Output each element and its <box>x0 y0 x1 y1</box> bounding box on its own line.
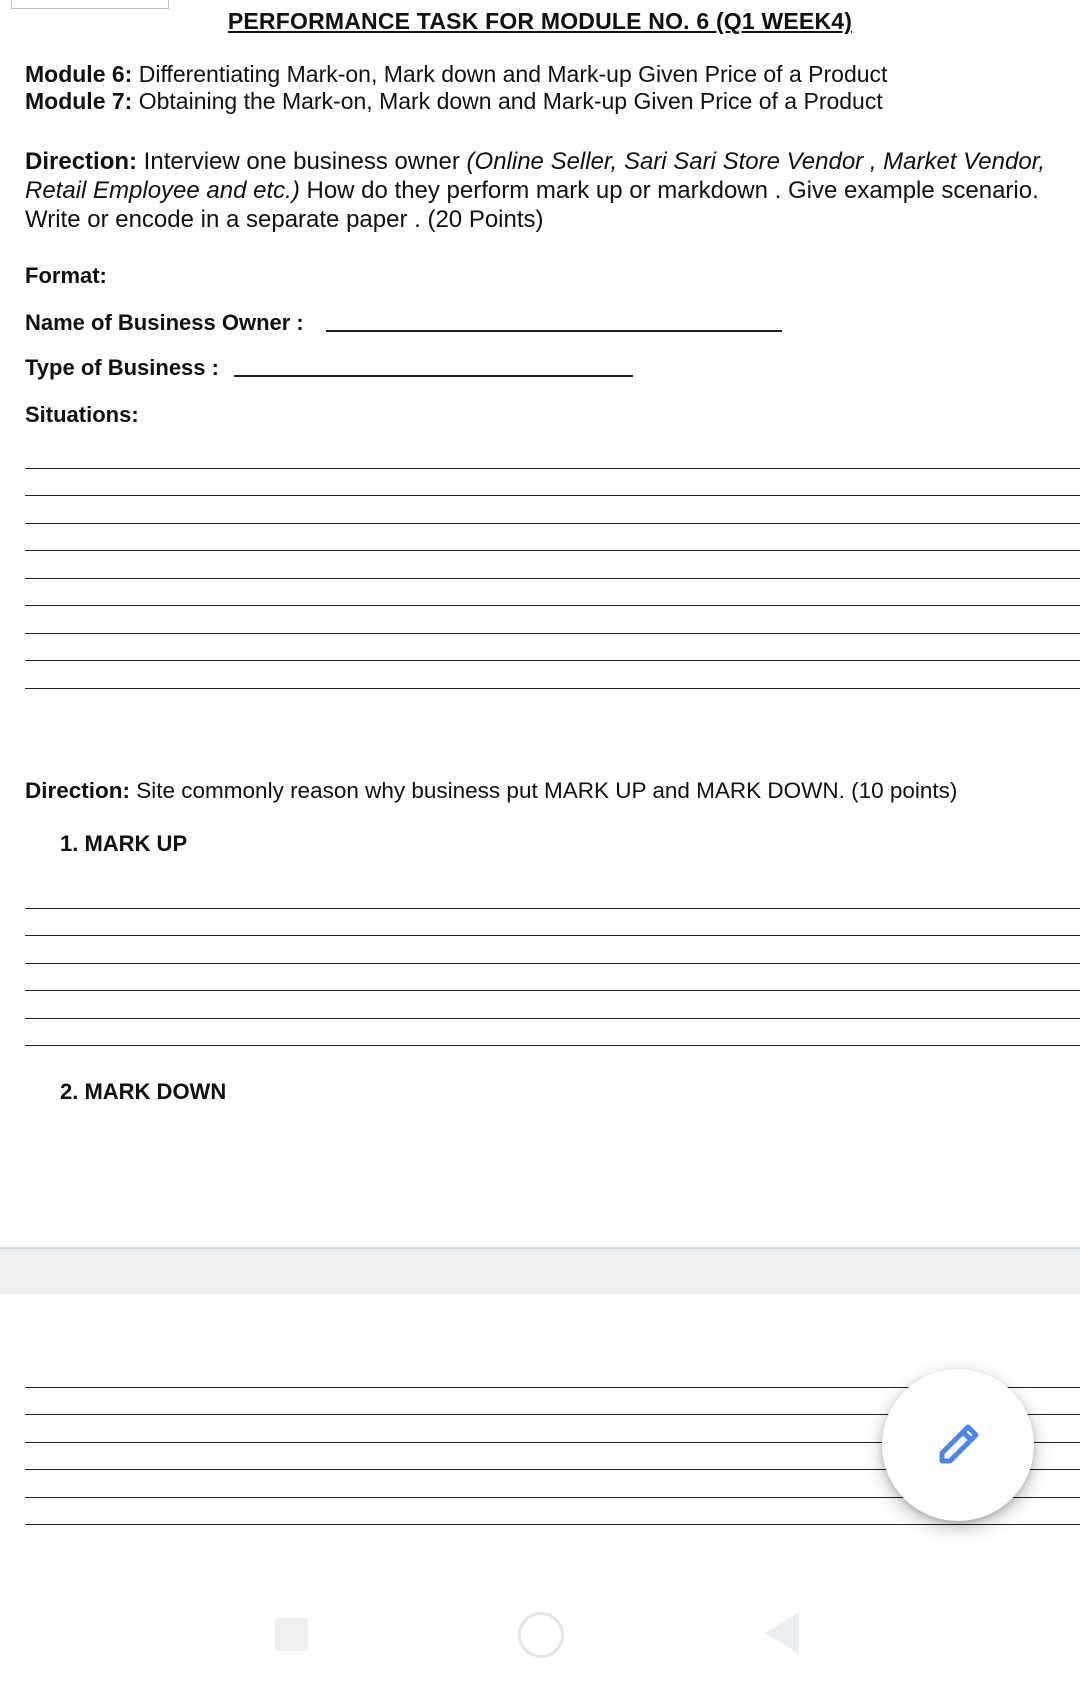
writing-line <box>25 1018 1080 1019</box>
module-6-label: Module 6: <box>25 61 133 87</box>
owner-label: Name of Business Owner : <box>25 310 304 335</box>
writing-line <box>25 468 1080 469</box>
module-7-text: Obtaining the Mark-on, Mark down and Mark-up Given Price of a Product <box>132 88 883 114</box>
direction-interview <box>25 147 1070 234</box>
writing-line <box>25 990 1080 991</box>
module-7-label: Module 7: <box>25 88 133 114</box>
edit-button[interactable] <box>882 1369 1034 1521</box>
writing-line <box>25 963 1080 964</box>
direction-text-a: Interview one business owner <box>137 148 467 175</box>
business-label: Type of Business : <box>25 355 219 380</box>
business-blank-line <box>234 375 633 377</box>
writing-line <box>25 633 1080 634</box>
writing-line <box>25 578 1080 579</box>
pencil-icon <box>930 1417 986 1473</box>
writing-line <box>25 605 1080 606</box>
module-6-text: Differentiating Mark-on, Mark down and Mark-up Given Price of a Product <box>132 61 888 87</box>
writing-line <box>25 495 1080 496</box>
direction-label: Direction: <box>25 148 138 175</box>
direction-text-b: How do they perform mark up or markdown . Give example scenario. Write or encode in a separate paper . (20 Points) <box>25 177 1039 233</box>
writing-line <box>25 1524 1080 1525</box>
situations-label: Situations: <box>25 402 139 427</box>
mark-up-item: 1. MARK UP <box>60 831 188 856</box>
direction2-label: Direction: <box>25 778 131 803</box>
page-break <box>0 1247 1080 1294</box>
home-button[interactable] <box>518 1612 564 1658</box>
writing-line <box>25 660 1080 661</box>
mark-down-item: 2. MARK DOWN <box>60 1079 227 1104</box>
writing-line <box>25 1045 1080 1046</box>
writing-line <box>25 688 1080 689</box>
recents-button[interactable] <box>275 1618 308 1651</box>
back-button[interactable] <box>765 1612 799 1654</box>
writing-line <box>25 523 1080 524</box>
page-title: PERFORMANCE TASK FOR MODULE NO. 6 (Q1 WEEK4) <box>227 8 853 34</box>
writing-line <box>25 550 1080 551</box>
module-7-line <box>25 88 883 115</box>
writing-line <box>25 908 1080 909</box>
module-6-line <box>25 61 887 88</box>
direction-reasons <box>25 776 1070 805</box>
direction-examples: (Online Seller, Sari Sari Store Vendor , Market Vendor, Retail Employee and etc.) <box>25 148 1046 204</box>
format-label: Format: <box>25 263 107 288</box>
direction2-text: Site commonly reason why business put MARK UP and MARK DOWN. (10 points) <box>130 778 958 803</box>
writing-line <box>25 935 1080 936</box>
owner-blank-line <box>326 330 782 332</box>
